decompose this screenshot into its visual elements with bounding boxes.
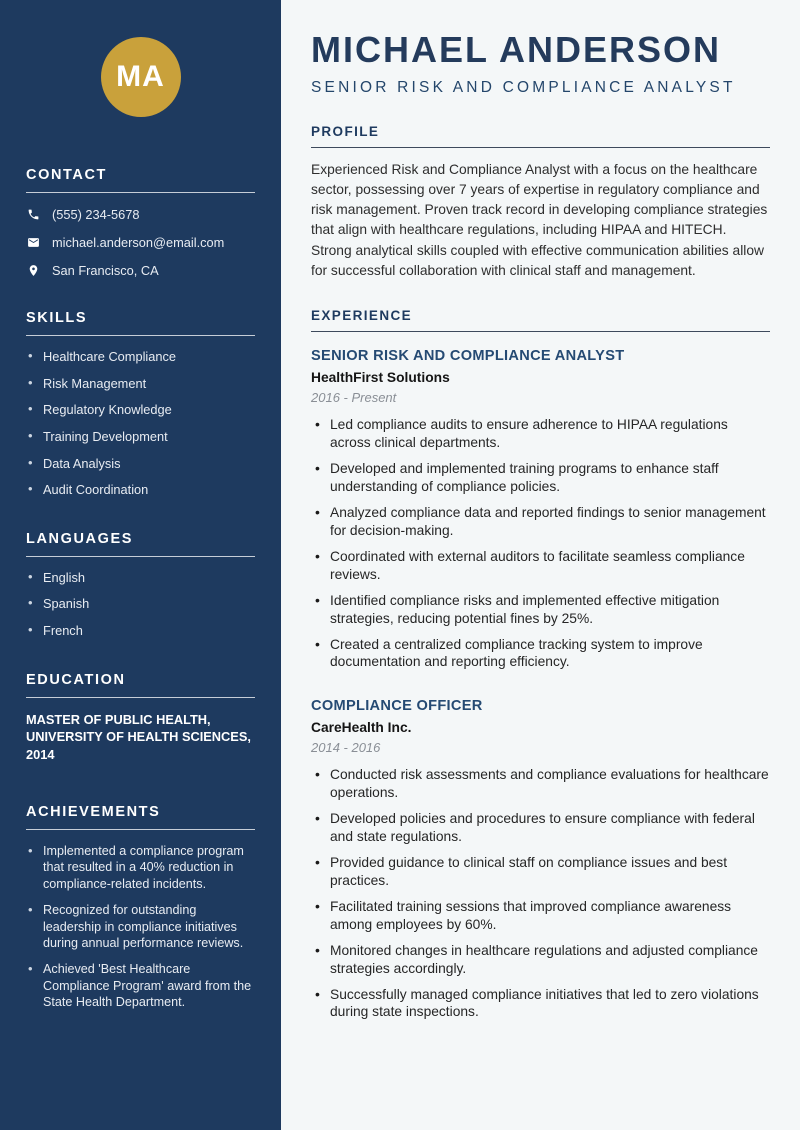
sidebar <box>0 0 281 1130</box>
education-heading: EDUCATION <box>26 672 255 698</box>
profile-section <box>311 124 770 282</box>
profile-heading: PROFILE <box>311 124 770 148</box>
job-company: HealthFirst Solutions <box>311 370 450 386</box>
experience-section <box>311 308 770 1021</box>
job-company: CareHealth Inc. <box>311 720 412 736</box>
skills-list <box>26 349 255 499</box>
languages-section <box>26 531 255 640</box>
languages-heading: LANGUAGES <box>26 531 255 557</box>
education-degree <box>26 711 255 764</box>
skill-item: • Data Analysis <box>26 456 255 473</box>
language-item: • Spanish <box>26 596 255 613</box>
contact-row-email <box>26 235 255 250</box>
achievement-item: • Implemented a compliance program that resulted in a 40% reduction in compliance-related incidents. <box>26 843 255 893</box>
contact-list <box>26 207 255 278</box>
email-icon <box>26 236 40 250</box>
job-bullet: • Conducted risk assessments and compliance evaluations for healthcare operations. <box>311 766 770 802</box>
achievements-heading: ACHIEVEMENTS <box>26 804 255 830</box>
skill-item: • Training Development <box>26 429 255 446</box>
avatar-initials: MA <box>116 60 165 93</box>
phone-icon <box>26 208 40 222</box>
education-degree-line: MASTER OF PUBLIC HEALTH, <box>26 711 211 727</box>
contact-section <box>26 167 255 278</box>
education-degree-line: 2014 <box>26 746 55 762</box>
avatar <box>101 37 181 117</box>
job-title: SENIOR RISK AND COMPLIANCE ANALYST <box>311 348 625 365</box>
phone-value: (555) 234-5678 <box>52 207 140 222</box>
job-entry <box>311 348 770 671</box>
jobs-list <box>311 348 770 1021</box>
skills-section <box>26 310 255 499</box>
skill-item: • Audit Coordination <box>26 482 255 499</box>
job-bullet: • Led compliance audits to ensure adherence to HIPAA regulations across clinical departments. <box>311 416 770 452</box>
contact-row-location <box>26 263 255 278</box>
experience-heading: EXPERIENCE <box>311 308 770 332</box>
job-bullet: • Facilitated training sessions that improved compliance awareness among employees by 60%. <box>311 898 770 934</box>
job-bullets <box>311 766 770 1021</box>
email-value: michael.anderson@email.com <box>52 235 225 250</box>
education-degree-line: UNIVERSITY OF HEALTH SCIENCES, <box>26 729 251 745</box>
education-section <box>26 672 255 764</box>
job-title: COMPLIANCE OFFICER <box>311 698 483 715</box>
job-dates: 2014 - 2016 <box>311 740 381 756</box>
job-bullet: • Developed policies and procedures to ensure compliance with federal and state regulations. <box>311 810 770 846</box>
location-value: San Francisco, CA <box>52 263 159 278</box>
language-item: • English <box>26 570 255 587</box>
job-entry <box>311 698 770 1021</box>
achievements-section <box>26 804 255 1012</box>
main-content <box>281 0 800 1130</box>
language-item: • French <box>26 623 255 640</box>
skill-item: • Healthcare Compliance <box>26 349 255 366</box>
contact-row-phone <box>26 207 255 222</box>
job-bullet: • Monitored changes in healthcare regulations and adjusted compliance strategies accordingly. <box>311 942 770 978</box>
achievement-item: • Recognized for outstanding leadership in compliance initiatives during annual performance reviews. <box>26 902 255 952</box>
candidate-name: MICHAEL ANDERSON <box>311 29 722 70</box>
skill-item: • Regulatory Knowledge <box>26 402 255 419</box>
job-bullet: • Identified compliance risks and implemented effective mitigation strategies, reducing potential fines by 25%. <box>311 592 770 628</box>
job-bullets <box>311 416 770 671</box>
achievements-list <box>26 843 255 1012</box>
contact-heading: CONTACT <box>26 167 255 193</box>
job-bullet: • Created a centralized compliance tracking system to improve documentation and reporting efficiency. <box>311 636 770 672</box>
job-bullet: • Analyzed compliance data and reported findings to senior management for decision-making. <box>311 504 770 540</box>
job-dates: 2016 - Present <box>311 390 397 406</box>
job-bullet: • Provided guidance to clinical staff on compliance issues and best practices. <box>311 854 770 890</box>
achievement-item: • Achieved 'Best Healthcare Compliance Program' award from the State Health Department. <box>26 961 255 1011</box>
profile-text: Experienced Risk and Compliance Analyst with a focus on the healthcare sector, possessing over 7 years of expertise in regulatory compliance and risk management. Proven track record in developing compliance strategies that align with healthcare regulations, including HIPAA and HITECH. Strong analytical skills coupled with effective communication abilities allow for successful collaboration with clinical staff and management. <box>311 161 768 278</box>
job-bullet: • Developed and implemented training programs to enhance staff understanding of compliance policies. <box>311 460 770 496</box>
job-bullet: • Successfully managed compliance initiatives that led to zero violations during state inspections. <box>311 986 770 1022</box>
languages-list <box>26 570 255 640</box>
skills-heading: SKILLS <box>26 310 255 336</box>
job-bullet: • Coordinated with external auditors to facilitate seamless compliance reviews. <box>311 548 770 584</box>
candidate-title: SENIOR RISK AND COMPLIANCE ANALYST <box>311 78 736 96</box>
location-icon <box>26 264 40 278</box>
skill-item: • Risk Management <box>26 376 255 393</box>
